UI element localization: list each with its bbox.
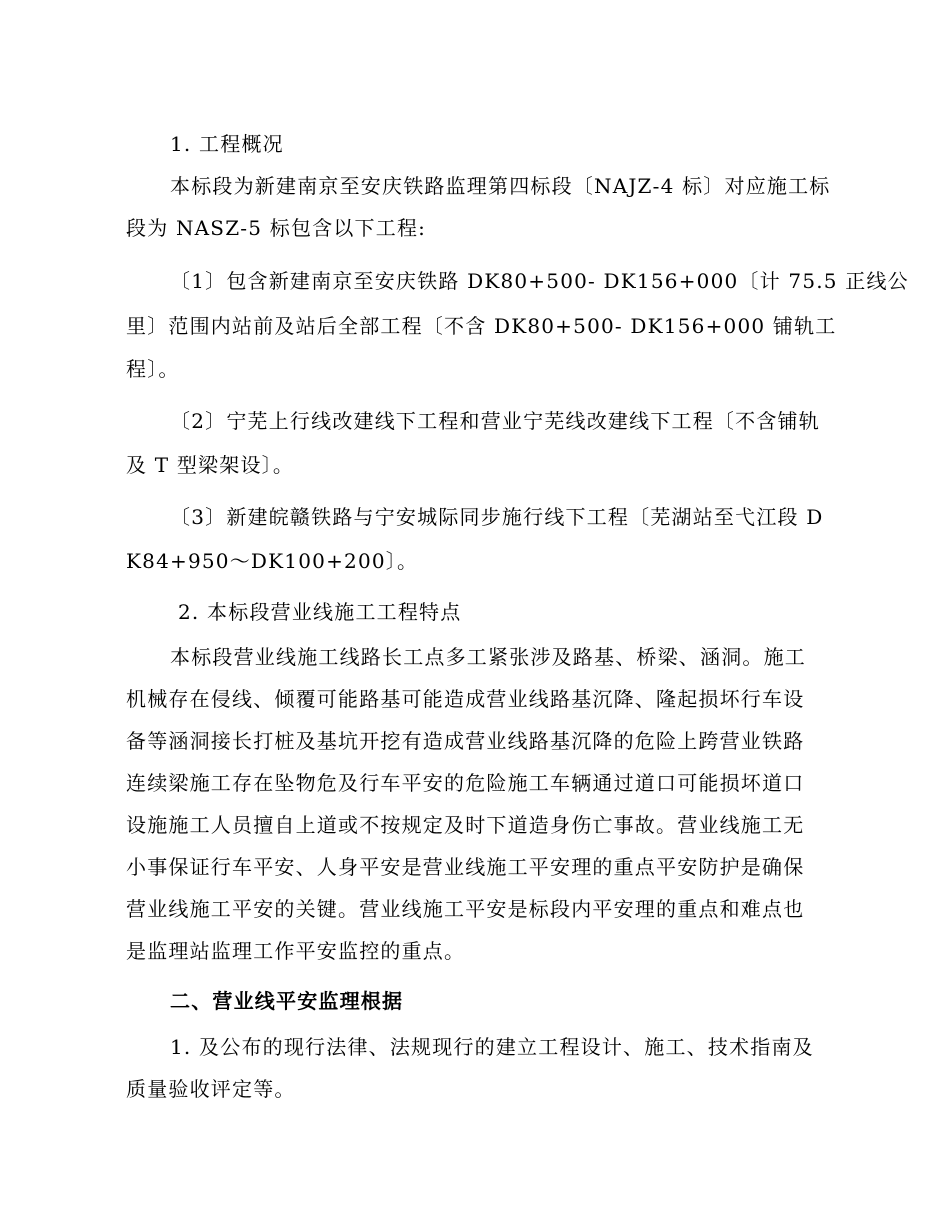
paragraph-line: 质量验收评定等。 bbox=[126, 1077, 296, 1101]
paragraph-line: 连续梁施工存在坠物危及行车平安的危险施工车辆通过道口可能损坏道口 bbox=[126, 771, 805, 795]
paragraph-line: 机械存在侵线、倾覆可能路基可能造成营业线路基沉降、隆起损坏行车设 bbox=[126, 687, 805, 711]
list-item-line: 〔3〕新建皖赣铁路与宁安城际同步施行线下工程〔芜湖站至弋江段 D bbox=[170, 505, 824, 529]
list-item-line: 〔2〕宁芜上行线改建线下工程和营业宁芜线改建线下工程〔不含铺轨 bbox=[170, 409, 820, 433]
paragraph-line: 设施施工人员擅自上道或不按规定及时下道造身伤亡事故。营业线施工无 bbox=[126, 813, 805, 837]
paragraph-line: 本标段营业线施工线路长工点多工紧张涉及路基、桥梁、涵洞。施工 bbox=[170, 645, 806, 669]
list-item-line: K84+950～DK100+200〕。 bbox=[126, 549, 419, 573]
paragraph-line: 本标段为新建南京至安庆铁路监理第四标段〔NAJZ-4 标〕对应施工标 bbox=[170, 174, 831, 198]
list-item-line: 及 T 型梁架设〕。 bbox=[126, 453, 295, 477]
section-heading-bold: 二、营业线平安监理根据 bbox=[170, 989, 404, 1013]
paragraph-line: 段为 NASZ-5 标包含以下工程: bbox=[126, 216, 427, 240]
list-item-line: 程〕。 bbox=[126, 357, 180, 381]
paragraph-line: 1. 及公布的现行法律、法规现行的建立工程设计、施工、技术指南及 bbox=[170, 1035, 814, 1059]
list-item-line: 〔1〕包含新建南京至安庆铁路 DK80+500- DK156+000〔计 75.5 正线公 bbox=[170, 269, 909, 293]
section-heading: 2. 本标段营业线施工工程特点 bbox=[178, 600, 462, 624]
paragraph-line: 备等涵洞接长打桩及基坑开挖有造成营业线路基沉降的危险上跨营业铁路 bbox=[126, 729, 805, 753]
paragraph-line: 是监理站监理工作平安监控的重点。 bbox=[126, 939, 466, 963]
section-heading: 1. 工程概况 bbox=[170, 132, 284, 156]
paragraph-line: 小事保证行车平安、人身平安是营业线施工平安理的重点平安防护是确保 bbox=[126, 855, 805, 879]
paragraph-line: 营业线施工平安的关键。营业线施工平安是标段内平安理的重点和难点也 bbox=[126, 897, 805, 921]
list-item-line: 里〕范围内站前及站后全部工程〔不含 DK80+500- DK156+000 铺轨工 bbox=[126, 314, 837, 338]
